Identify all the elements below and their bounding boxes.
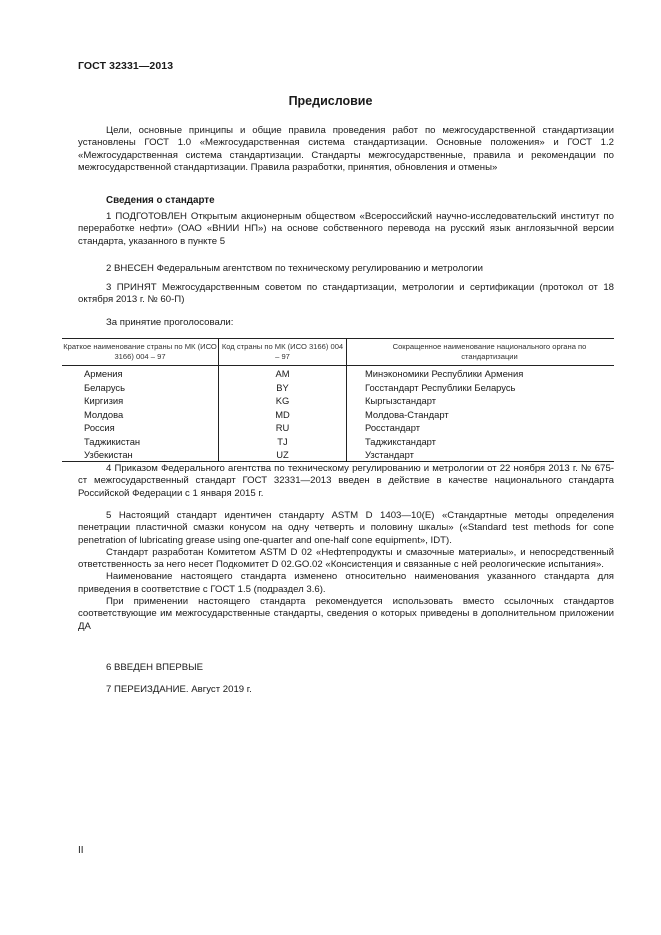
- country-name: Киргизия: [84, 395, 124, 406]
- standards-body: Госстандарт Республики Беларусь: [347, 380, 615, 394]
- voting-table: [62, 338, 614, 462]
- table-row: [62, 434, 614, 448]
- item-4: [78, 463, 614, 500]
- item-4-text: 4 Приказом Федерального агентства по техническому регулированию и метрологии от 22 ноября 2013 г. № 675-ст межгосударственный стандарт ГОСТ 32331—2013 введен в действие в качестве национального стандарта Российской Федерации с 1 января 2015 г.: [78, 463, 614, 499]
- page-title: Предисловие: [288, 94, 373, 108]
- item-2: 2 ВНЕСЕН Федеральным агентством по техническому регулированию и метрологии: [106, 263, 484, 274]
- item-5-paragraph-2: Стандарт разработан Комитетом ASTM D 02 «Нефтепродукты и смазочные материалы», и непосредственный ответственность за него несет Подкомитет D 02.GO.02 «Консистенция и связанные с ней реологические испытания».: [78, 546, 614, 571]
- item-6: 6 ВВЕДЕН ВПЕРВЫЕ: [106, 662, 204, 673]
- document-id: ГОСТ 32331—2013: [78, 60, 174, 72]
- country-code: KG: [219, 393, 347, 407]
- item-5-paragraph-4: При применении настоящего стандарта рекомендуется использовать вместо ссылочных стандартов соответствующие им межгосударственные стандарты, сведения о которых приведены в дополнительном приложении ДА: [78, 596, 614, 632]
- page-number: II: [78, 845, 84, 856]
- standards-body: Таджикстандарт: [347, 434, 615, 448]
- item-1-text: 1 ПОДГОТОВЛЕН Открытым акционерным обществом «Всероссийский научно-исследовательский институт по переработке нефти» (ОАО «ВНИИ НП») на основе собственного перевода на русский язык англоязычной версии стандарта, указанного в пункте 5: [78, 211, 614, 247]
- country-name: Россия: [84, 422, 115, 433]
- country-code: RU: [219, 420, 347, 434]
- item-7: 7 ПЕРЕИЗДАНИЕ. Август 2019 г.: [106, 684, 252, 695]
- table-row: [62, 420, 614, 434]
- item-5-paragraph-3: Наименование настоящего стандарта изменено относительно наименования указанного стандарта для приведения в соответствие с ГОСТ 1.5 (подраздел 3.6).: [78, 571, 614, 595]
- table-row: [62, 380, 614, 394]
- country-code: MD: [219, 407, 347, 421]
- item-5: [78, 510, 614, 633]
- table-header-country: Краткое наименование страны по МК (ИСО 3166) 004 – 97: [62, 339, 219, 366]
- standards-body: Минэкономики Республики Армения: [347, 366, 615, 380]
- standards-body: Кыргызстандарт: [347, 393, 615, 407]
- country-code: AM: [219, 366, 347, 380]
- country-name: Таджикистан: [84, 435, 141, 447]
- item-5-text: 5 Настоящий стандарт идентичен стандарту ASTM D 1403—10(E) «Стандартные методы определения пенетрации пластичной смазки конусом на одну четверть и половину шкалы» («Standard test methods for cone penetration of lubricating grease using one-quarter and one-half cone equipment», IDT).: [78, 510, 614, 546]
- table-row: [62, 447, 614, 461]
- table-row: [62, 366, 614, 380]
- intro-text: Цели, основные принципы и общие правила проведения работ по межгосударственной стандартизации установлены ГОСТ 1.0 «Межгосударственная система стандартизации. Основные положения» и ГОСТ 1.2 «Межгосударственная система стандартизации. Стандарты межгосударственные, правила и рекомендации по межгосударственной стандартизации. Правила разработки, принятия, обновления и отмены»: [78, 125, 614, 173]
- country-code: TJ: [219, 434, 347, 448]
- table-row: [62, 393, 614, 407]
- intro-paragraph: [78, 125, 614, 174]
- country-name: Армения: [84, 368, 123, 379]
- table-row: [62, 407, 614, 421]
- vote-line: За принятие проголосовали:: [106, 317, 234, 328]
- country-name: Беларусь: [84, 381, 126, 393]
- country-code: BY: [219, 380, 347, 394]
- country-name: Узбекистан: [84, 449, 133, 460]
- standards-body: Узстандарт: [347, 447, 615, 461]
- country-code: UZ: [219, 447, 347, 461]
- standards-body: Молдова-Стандарт: [347, 407, 615, 421]
- section-heading: Сведения о стандарте: [106, 195, 215, 206]
- country-name: Молдова: [84, 408, 124, 420]
- table-header-code: Код страны по МК (ИСО 3166) 004 – 97: [219, 339, 347, 366]
- item-3-text: 3 ПРИНЯТ Межгосударственным советом по стандартизации, метрологии и сертификации (протокол от 18 октября 2013 г. № 60-П): [78, 282, 614, 306]
- item-3: [78, 282, 614, 307]
- table-header-body: Сокращенное наименование национального органа по стандартизации: [347, 339, 615, 366]
- standards-body: Росстандарт: [347, 420, 615, 434]
- item-1: [78, 211, 614, 248]
